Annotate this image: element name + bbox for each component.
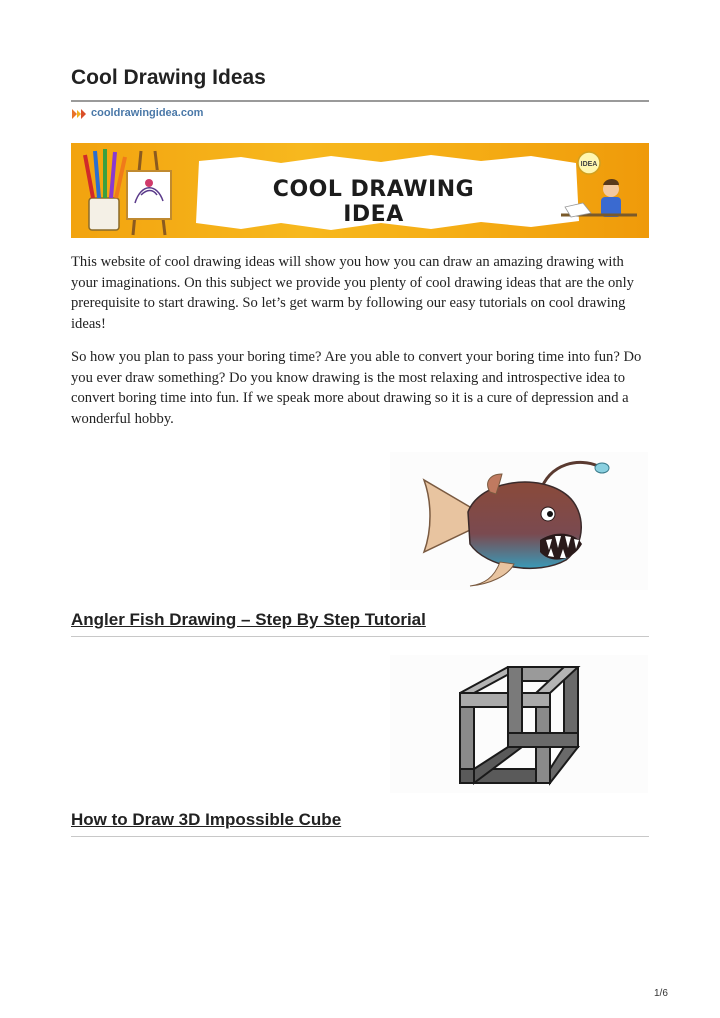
post-divider — [71, 636, 649, 637]
banner-title: COOL DRAWING IDEA — [272, 177, 475, 227]
svg-text:IDEA: IDEA — [580, 161, 598, 168]
source-link[interactable]: cooldrawingidea.com — [91, 107, 204, 119]
source-line — [71, 107, 203, 119]
page-number: 1/6 — [654, 988, 668, 999]
impossible-cube-image[interactable] — [390, 655, 648, 793]
post-link-impossible-cube[interactable]: How to Draw 3D Impossible Cube — [71, 810, 342, 829]
site-banner — [71, 143, 649, 238]
intro-paragraph: This website of cool drawing ideas will show you how you can draw an amazing drawing with your imaginations. On this subject we provide you plenty of cool drawing ideas that are the only prerequisite to start drawing. So let’s get warm by following our easy tutorials on cool drawing ideas! — [71, 254, 634, 332]
second-paragraph: So how you plan to pass your boring time? Are you able to convert your boring time into fun? Do you ever draw something? Do you know drawing is the most relaxing and introspective idea to convert boring time into fun. If we speak more about drawing so it is a cure of depression and a wonderful hobby. — [71, 349, 642, 427]
post-link-angler-fish[interactable]: Angler Fish Drawing – Step By Step Tutorial — [71, 610, 426, 629]
title-divider — [71, 100, 649, 102]
site-favicon-icon — [71, 107, 87, 119]
page-title: Cool Drawing Ideas — [71, 66, 266, 89]
post-divider — [71, 836, 649, 837]
angler-fish-image[interactable] — [390, 452, 648, 590]
